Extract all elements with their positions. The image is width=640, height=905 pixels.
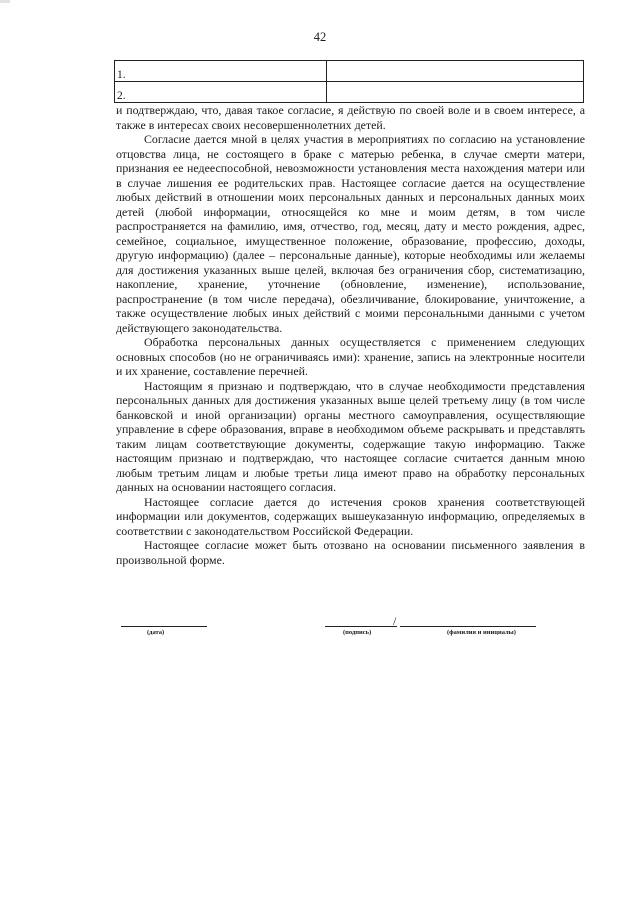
table-row — [115, 82, 584, 103]
date-line — [121, 626, 207, 627]
table-cell-number: 1. — [115, 61, 327, 82]
table-cell-number: 2. — [115, 82, 327, 103]
paragraph-validity: Настоящее согласие дается до истечения сроков хранения соответствующей информации или документов, содержащих вышеуказанную информацию, определяемых в соответствии с законодательством Российской Федерации. — [116, 494, 585, 538]
table-cell-value — [327, 82, 584, 103]
signature-slash: / — [393, 614, 397, 628]
children-table — [114, 60, 584, 103]
paragraph-consent-purpose: Согласие дается мной в целях участия в мероприятиях по согласию на установление отцовства лица, не состоящего в браке с матерью ребенка, в случае смерти матери, признания ее недееспособной, невозможности установления места нахождения матери или в случае лишения ее родительских прав. Настоящее согласие дается на осуществление любых действий в отношении моих персональных данных и персональных данных моих детей (любой информации, относящейся ко мне и моим детям, в том числе распространяется на фамилию, имя, отчество, год, месяц, дату и место рождения, адрес, семейное, социальное, имущественное положение, образование, профессию, доходы, другую информацию) (далее – персональные данные), которые необходимы или желаемы для достижения указанных выше целей, включая без ограничения сбор, систематизацию, накопление, хранение, уточнение (обновление, изменение), использование, распространение (в том числе передача), обезличивание, блокирование, уничтожение, а также осуществление любых иных действий с моими персональными данными с учетом действующего законодательства. — [116, 132, 585, 335]
paragraph-third-parties: Настоящим я признаю и подтверждаю, что в случае необходимости представления персональных данных для достижения указанных выше целей третьему лицу (в том числе банковской и иной организации) органы местного самоуправления, осуществляющие управление в сфере образования, вправе в необходимом объеме раскрывать и представлять таким лицам соответствующие документы, содержащие такую информацию. Также настоящим признаю и подтверждаю, что настоящее согласие считается данным мною любым третьим лицам и любые третьи лица имеют право на обработку персональных данных на основании настоящего согласия. — [116, 378, 585, 494]
name-line — [400, 626, 536, 627]
consent-body — [116, 103, 585, 567]
paragraph-continuation: и подтверждаю, что, давая такое согласие, я действую по своей воле и в своем интересе, а также в интересах своих несовершеннолетних детей. — [116, 103, 585, 132]
paragraph-processing-methods: Обработка персональных данных осуществляется с применением следующих основных способов (но не ограничиваясь ими): хранение, запись на электронные носители и их хранение, составление перечней. — [116, 335, 585, 378]
page-number: 42 — [313, 30, 327, 44]
signature-line — [325, 626, 397, 627]
date-caption: (дата) — [147, 629, 165, 636]
signature-caption: (подпись) — [343, 629, 372, 636]
paragraph-revocation: Настоящее согласие может быть отозвано на основании письменного заявления в произвольной форме. — [116, 538, 585, 567]
table-cell-value — [327, 61, 584, 82]
table-row — [115, 61, 584, 82]
scan-corner-mark — [0, 0, 10, 3]
name-caption: (фамилия и инициалы) — [447, 629, 516, 636]
